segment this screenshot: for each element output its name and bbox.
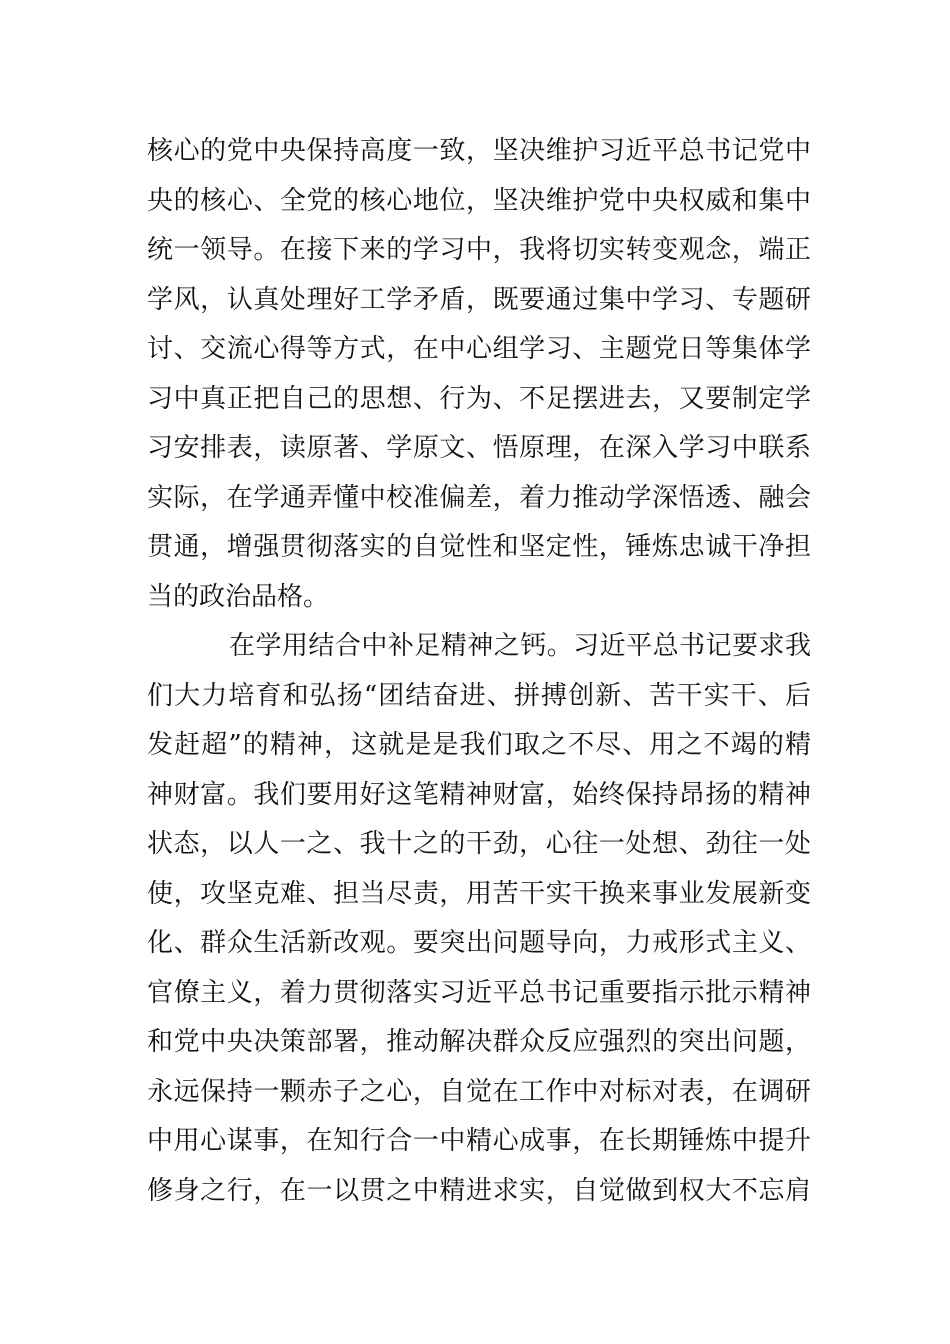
text-line: 发赶超”的精神，这就是是我们取之不尽、用之不竭的精 bbox=[147, 730, 811, 760]
text-line: 在学用结合中补足精神之钙。习近平总书记要求我 bbox=[229, 631, 811, 661]
text-line: 化、群众生活新改观。要突出问题导向，力戒形式主义、 bbox=[147, 928, 811, 958]
text-line: 核心的党中央保持高度一致，坚决维护习近平总书记党中 bbox=[147, 136, 811, 166]
text-line: 讨、交流心得等方式，在中心组学习、主题党日等集体学 bbox=[147, 334, 811, 364]
text-line: 当的政治品格。 bbox=[147, 581, 330, 612]
text-line: 状态，以人一之、我十之的干劲，心往一处想、劲往一处 bbox=[147, 829, 811, 859]
text-line: 们大力培育和弘扬“团结奋进、拼搏创新、苦干实干、后 bbox=[147, 680, 811, 711]
text-line: 修身之行，在一以贯之中精进求实，自觉做到权大不忘肩 bbox=[147, 1175, 811, 1206]
text-line: 和党中央决策部署，推动解决群众反应强烈的突出问题， bbox=[147, 1027, 811, 1057]
text-line: 贯通，增强贯彻落实的自觉性和坚定性，锤炼忠诚干净担 bbox=[147, 532, 811, 562]
paragraph-1 bbox=[147, 127, 811, 622]
text-line: 习安排表，读原著、学原文、悟原理，在深入学习中联系 bbox=[147, 433, 811, 463]
text-line: 官僚主义，着力贯彻落实习近平总书记重要指示批示精神 bbox=[147, 977, 811, 1008]
text-line: 统一领导。在接下来的学习中，我将切实转变观念，端正 bbox=[147, 235, 811, 265]
text-line: 神财富。我们要用好这笔精神财富，始终保持昂扬的精神 bbox=[147, 779, 811, 810]
text-line: 实际，在学通弄懂中校准偏差，着力推动学深悟透、融会 bbox=[147, 482, 811, 513]
text-line: 永远保持一颗赤子之心，自觉在工作中对标对表，在调研 bbox=[147, 1076, 811, 1107]
paragraph-2 bbox=[147, 622, 811, 1216]
text-line: 中用心谋事，在知行合一中精心成事，在长期锤炼中提升 bbox=[147, 1126, 811, 1156]
text-line: 习中真正把自己的思想、行为、不足摆进去，又要制定学 bbox=[147, 383, 811, 414]
document-body bbox=[147, 127, 811, 1216]
text-line: 央的核心、全党的核心地位，坚决维护党中央权威和集中 bbox=[147, 185, 811, 216]
text-line: 学风，认真处理好工学矛盾，既要通过集中学习、专题研 bbox=[147, 284, 811, 315]
text-line: 使，攻坚克难、担当尽责，用苦干实干换来事业发展新变 bbox=[147, 878, 811, 909]
